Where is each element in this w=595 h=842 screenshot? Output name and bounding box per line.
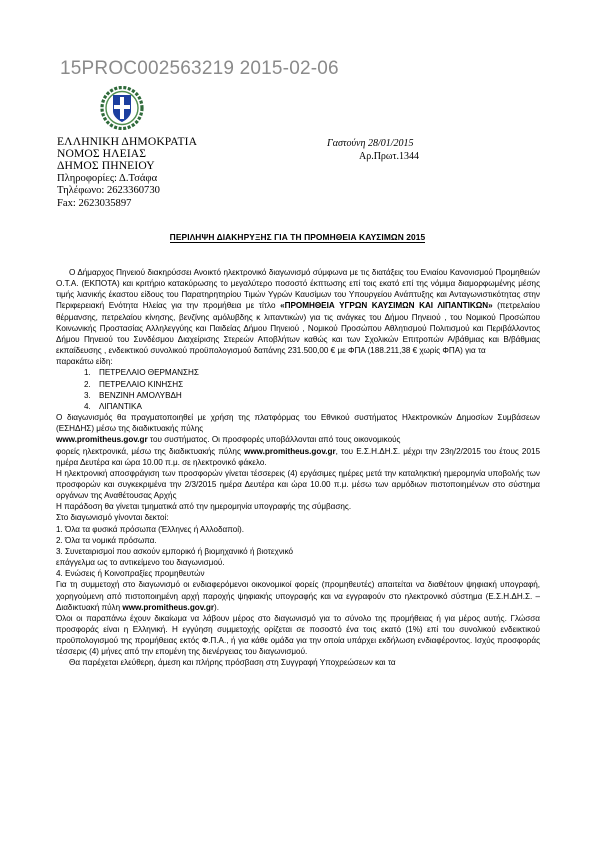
eligible-item: 2. Όλα τα νομικά πρόσωπα.	[56, 535, 157, 545]
date-protocol-block	[327, 137, 419, 163]
items-intro: παρακάτω είδη:	[56, 357, 113, 367]
platform-url[interactable]: www.promitheus.gov.gr	[122, 602, 215, 612]
eligible-item-continued: επάγγελμα ως το αντικείμενο του διαγωνισμού.	[56, 558, 225, 568]
list-item: 2. ΠΕΤΡΕΛΑΙΟ ΚΙΝΗΣΗΣ	[93, 379, 540, 390]
para1-text-a: Ο Δήμαρχος Πηνειού διακηρύσσει Ανοικτό ηλεκτρονικό διαγωνισμό σύμφωνα με τις διατάξεις του Ενιαίου Κανονισμού Προμηθειών Ο.Τ.Α. (ΕΚΠΟΤΑ) και κριτήριο κατακύρωσης το μεγαλύτερο ποσοστό έκπτωσης επί τοις εκατό επί της νόμιμα διαμορφωμένης μέσης τιμής λιανικής έκαστου είδους του Παρατηρητηρίου Τιμών Υγρών Καυσίμων του Υπουργείου Ανάπτυξης και Ανταγωνιστικότητας στην Περιφερειακή Ενότητα Ηλείας για την προμήθεια με τίτλο	[56, 268, 540, 311]
document-title	[0, 232, 595, 242]
para6-text-a: Για τη συμμετοχή στο διαγωνισμό οι ενδιαφερόμενοι οικονομικοί φορείς (προμηθευτές) απαιτείται να διαθέτουν ψηφιακή υπογραφή, χορηγούμενη από πιστοποιημένη αρχή παροχής ψηφιακής υπογραφής και να εγγραφούν στο ηλεκτρονικό σύστημα (Ε.Σ.Η.ΔΗ.Σ. – Διαδικτυακή πύλη	[56, 580, 540, 612]
issuer-municipality: ΔΗΜΟΣ ΠΗΝΕΙΟΥ	[57, 159, 155, 173]
para1-text-b: (πετρελαίου θέρμανσης, πετρελαίου κίνησης, βενζίνης αμόλυβδης κ λιπαντικών) για τις ανάγκες του Δήμου Πηνειού , του Νομικού Προσώπου Κοινωνικής Προστασίας Αλληλεγγύης και Παιδείας Δήμου Πηνειού , Νομικού Προσώπου Αθλητισμού Πολιτισμού και Περιβάλλοντος Δήμου Πηνειού του Συνδέσμου Διαχείρισης Στερεών Αποβλήτων καθώς και των Σχολικών Επιτροπών Α/βάθμιας και Β/βάθμιας εκπαίδευσης , ενδεικτικού συνολικού προϋπολογισμού δαπάνης 231.500,00 € με ΦΠΑ (188.211,38 € χωρίς ΦΠΑ) για τα	[56, 301, 540, 356]
para2-text-c-a: φορείς ηλεκτρονικά, μέσω της διαδικτυακής πύλης	[56, 446, 244, 456]
items-list	[56, 367, 540, 412]
issuer-country: ΕΛΛΗΝΙΚΗ ΔΗΜΟΚΡΑΤΙΑ	[57, 135, 198, 148]
contact-fax: Fax: 2623035897	[57, 197, 132, 209]
list-item: 1. ΠΕΤΡΕΛΑΙΟ ΘΕΡΜΑΝΣΗΣ	[93, 367, 540, 378]
procurement-title: «ΠΡΟΜΗΘΕΙΑ ΥΓΡΩΝ ΚΑΥΣΙΜΩΝ ΚΑΙ ΛΙΠΑΝΤΙΚΩΝ»	[280, 301, 493, 311]
protocol-number: Αρ.Πρωτ.1344	[359, 151, 420, 162]
contact-phone: Τηλέφωνο: 2623360730	[57, 185, 160, 197]
paragraph-eligibility: Στο διαγωνισμό γίνονται δεκτοί:	[56, 513, 169, 523]
paragraph-guarantee: Όλοι οι παραπάνω έχουν δικαίωμα να λάβουν μέρος στο διαγωνισμό για το σύνολο της προμήθειας ή για μέρος αυτής. Γλώσσα προσφοράς είναι η Ελληνική. Η εγγύηση συμμετοχής ορίζεται σε ποσοστό ένα τοις εκατό (1%) επί του συνολικού ενδεικτικού προϋπολογισμού της προμήθειας εκτός Φ.Π.Α., ή για κάθε ομάδα για την οποία υπάρχει εκδήλωση ενδιαφέροντος. Ισχύς προσφοράς τέσσερις (4) μήνες από την επομένη της διενέργειας του διαγωνισμού.	[56, 613, 540, 657]
eligible-item: 4. Ενώσεις ή Κοινοπραξίες προμηθευτών	[56, 569, 205, 579]
eligible-item: 1. Όλα τα φυσικά πρόσωπα (Έλληνες ή Αλλοδαποί).	[56, 524, 244, 534]
issuer-prefecture: ΝΟΜΟΣ ΗΛΕΙΑΣ	[57, 147, 147, 161]
greek-emblem-icon	[100, 86, 144, 130]
document-title-text: ΠΕΡΙΛΗΨΗ ΔΙΑΚΗΡΥΞΗΣ ΓΙΑ ΤΗ ΠΡΟΜΗΘΕΙΑ ΚΑΥΣΙΜΩΝ 2015	[169, 232, 426, 242]
paragraph-announcement	[56, 267, 540, 356]
document-body	[56, 267, 540, 669]
para2-text-c-b: , του Ε.Σ.Η.ΔΗ.Σ. μέχρι την 23η/2/2015 του έτους 2015 ημέρα Δευτέρα και ώρα 10.00 π.μ. σε ηλεκτρονικό φάκελο.	[56, 446, 541, 467]
contact-person: Πληροφορίες: Δ.Τσάφα	[57, 172, 158, 184]
paragraph-delivery: Η παράδοση θα γίνεται τμηματικά από την ημερομηνία υπογραφής της σύμβασης.	[56, 502, 352, 512]
paragraph-platform: Ο διαγωνισμός θα πραγματοποιηθεί με χρήση της πλατφόρμας του Εθνικού συστήματος Ηλεκτρονικών Δημοσίων Συμβάσεων (ΕΣΗΔΗΣ) μέσω της διαδικτυακής πύλης	[56, 413, 540, 434]
issuer-block	[57, 136, 197, 210]
paragraph-platform-url	[56, 434, 540, 445]
document-id-watermark: 15PROC002563219 2015-02-06	[60, 58, 339, 79]
paragraph-submission	[56, 446, 540, 468]
platform-url[interactable]: www.promitheus.gov.gr	[244, 446, 336, 456]
list-item: 3. ΒΕΝΖΙΝΗ ΑΜΟΛΥΒΔΗ	[93, 390, 540, 401]
platform-url[interactable]: www.promitheus.gov.gr	[56, 435, 148, 445]
paragraph-signature	[56, 579, 540, 612]
list-item: 4. ΛΙΠΑΝΤΙΚΑ	[93, 401, 540, 412]
place-date: Γαστούνη 28/01/2015	[327, 138, 414, 149]
paragraph-access: Θα παρέχεται ελεύθερη, άμεση και πλήρης πρόσβαση στη Συγγραφή Υποχρεώσεων και τα	[69, 658, 396, 668]
para6-text-b: ).	[214, 602, 220, 612]
eligible-item: 3. Συνεταιρισμοί που ασκούν εμπορικό ή βιομηχανικό ή βιοτεχνικό	[56, 546, 294, 556]
paragraph-opening: Η ηλεκτρονική αποσφράγιση των προσφορών γίνεται τέσσερεις (4) εργάσιμες ημέρες μετά την καταληκτική ημερομηνία υποβολής των προσφορών και συγκεκριμένα την 2/3/2015 ημέρα Δευτέρα και ώρα 10.00 π.μ. μέσω των αρμόδιων πιστοποιημένων στο σύστημα οργάνων της Αναθέτουσας Αρχής	[56, 468, 540, 501]
para2-text-b: του συστήματος. Οι προσφορές υποβάλλονται από τους οικονομικούς	[147, 435, 401, 445]
